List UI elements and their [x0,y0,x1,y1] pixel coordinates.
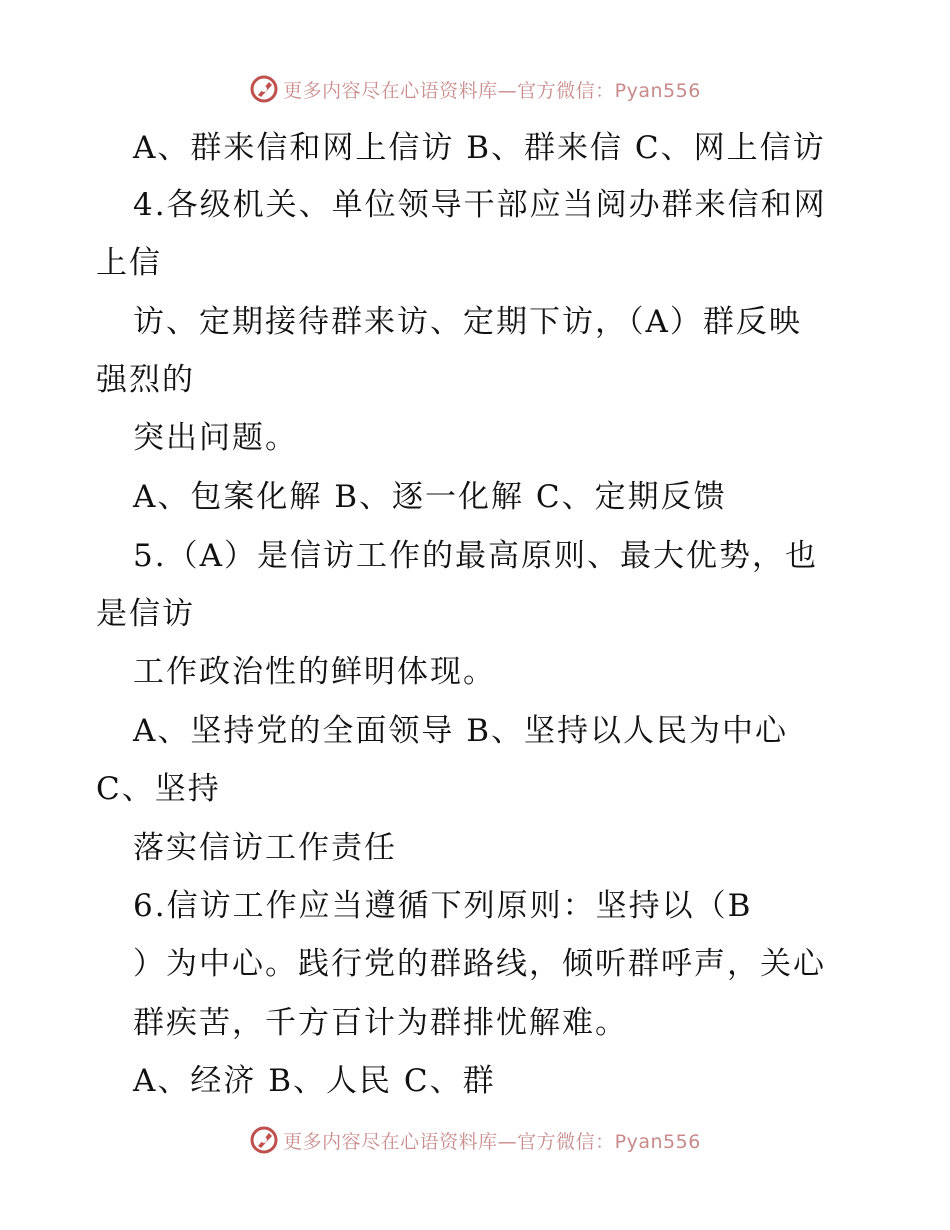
question-4-line: 4.各级机关、单位领导干部应当阅办群来信和网 [133,187,827,223]
options-line: A、坚持党的全面领导 B、坚持以人民为中心 [133,713,789,749]
text-line: 上信 [96,245,162,281]
text-line: 工作政治性的鲜明体现。 [133,654,496,690]
text-line: 突出问题。 [133,420,298,456]
text-line: 落实信访工作责任 [133,830,397,866]
options-line: A、经济 B、人民 C、群 [133,1063,496,1099]
seal-pen-icon [249,74,279,104]
watermark-banner-top [0,72,950,106]
options-line: A、包案化解 B、逐一化解 C、定期反馈 [133,479,727,515]
watermark-banner-bottom [0,1123,950,1157]
text-line: 是信访 [96,596,195,632]
question-6-line: 6.信访工作应当遵循下列原则：坚持以（B [133,888,753,924]
text-line: A、群来信和网上信访 B、群来信 C、网上信访 [133,130,826,166]
text-line: 访、定期接待群来访、定期下访，（A）群反映 [133,304,802,340]
text-line: ）为中心。践行党的群路线，倾听群呼声，关心 [133,946,826,982]
text-line: 群疾苦，千方百计为群排忧解难。 [133,1005,628,1041]
text-line: C、坚持 [96,771,221,807]
text-line: 强烈的 [96,362,195,398]
watermark-text: 更多内容尽在心语资料库—官方微信：Pyan556 [283,79,701,102]
watermark-text: 更多内容尽在心语资料库—官方微信：Pyan556 [283,1130,701,1153]
question-5-line: 5.（A）是信访工作的最高原则、最大优势，也 [133,538,818,574]
seal-pen-icon [249,1125,279,1155]
